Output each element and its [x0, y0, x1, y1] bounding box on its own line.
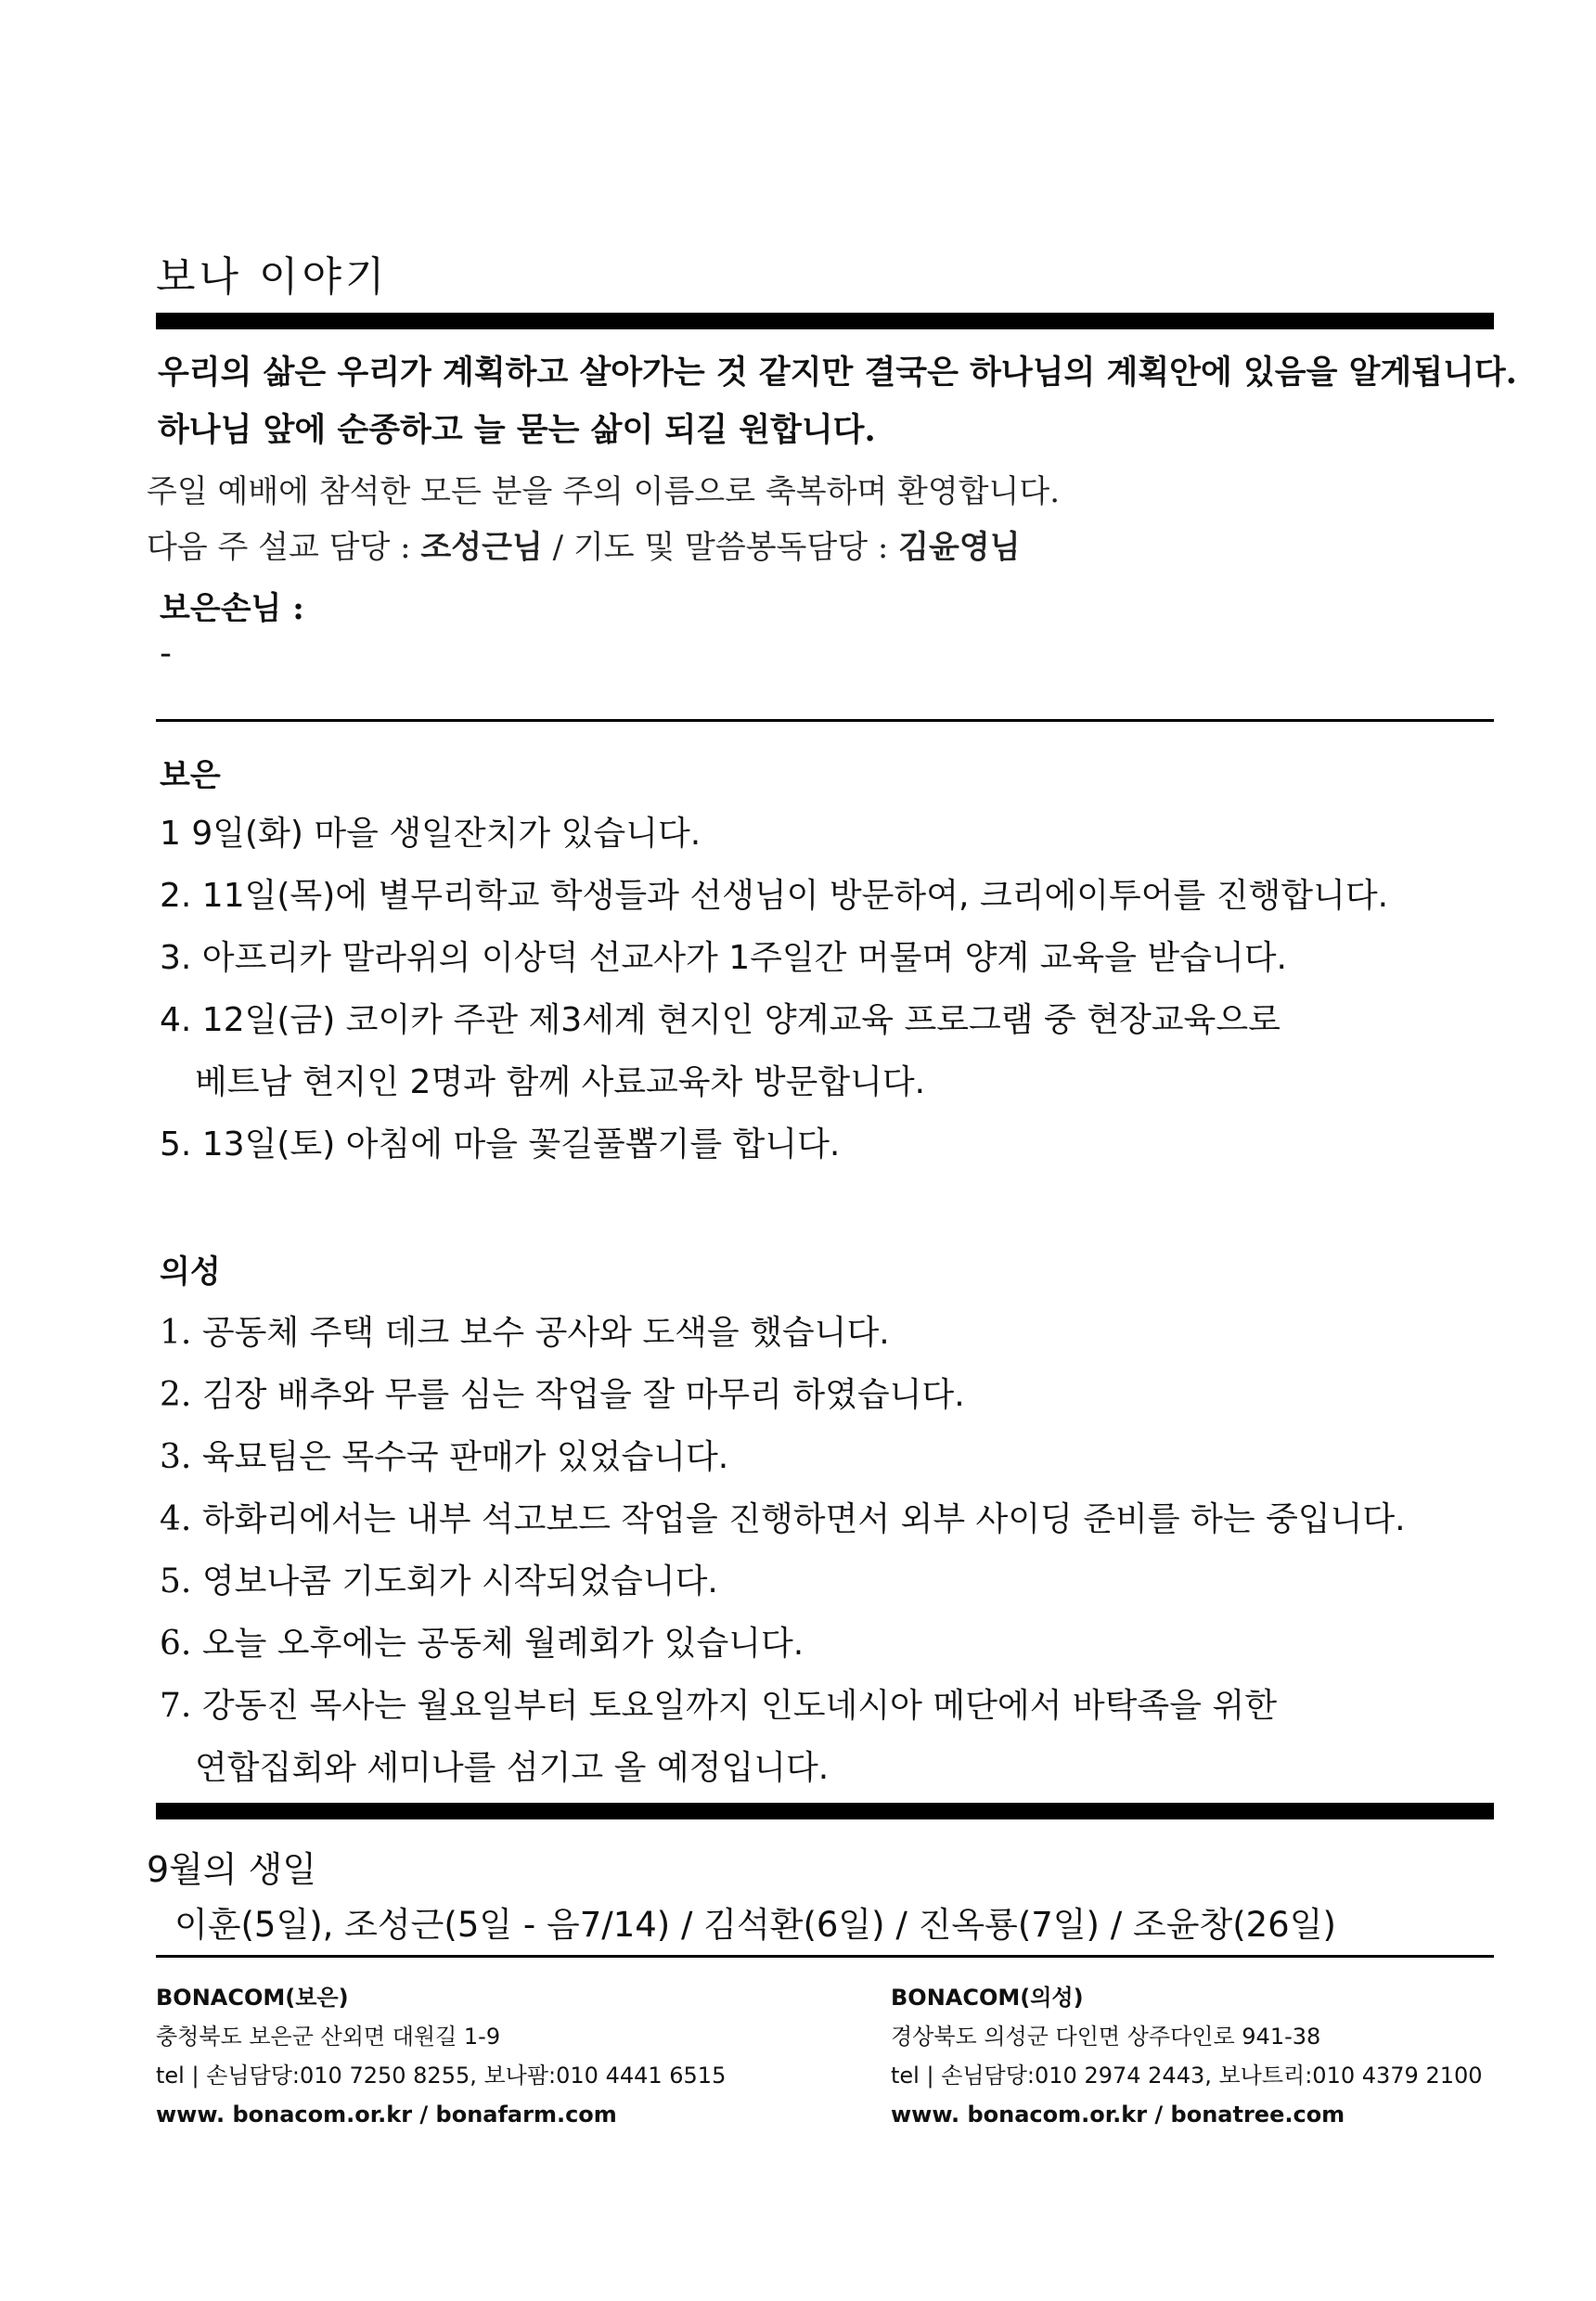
prayer-name: 김윤영님 [898, 529, 1021, 566]
intro-line-2: 하나님 앞에 순종하고 늘 묻는 삶이 되길 원합니다. [158, 411, 876, 449]
section-divider [156, 719, 1494, 722]
footer-uiseong-web[interactable]: www. bonacom.or.kr / bonatree.com [891, 2102, 1345, 2127]
list-number: 7. [160, 1687, 192, 1725]
uiseong-item-7-continuation: 연합집회와 세미나를 섬기고 올 예정입니다. [195, 1749, 830, 1787]
boeun-item-2: 2. 11일(목)에 별무리학교 학생들과 선생님이 방문하여, 크리에이투어를 진행합니다. [160, 877, 1389, 915]
uiseong-item-4 [160, 1493, 1406, 1540]
footer-boeun-web[interactable]: www. bonacom.or.kr / bonafarm.com [156, 2102, 617, 2127]
footer-uiseong-name: BONACOM(의성) [891, 1985, 1084, 2011]
uiseong-item-5 [160, 1555, 718, 1602]
page-title: 보나 이야기 [156, 253, 389, 301]
guests-label: 보은손님 : [160, 590, 304, 627]
uiseong-item-1 [160, 1306, 890, 1354]
list-text: 김장 배추와 무를 심는 작업을 잘 마무리 하였습니다. [201, 1376, 965, 1414]
list-text: 하화리에서는 내부 석고보드 작업을 진행하면서 외부 사이딩 준비를 하는 중입니다. [201, 1500, 1406, 1538]
list-number: 5. [160, 1562, 192, 1600]
uiseong-item-7 [160, 1679, 1277, 1727]
footer-divider [156, 1955, 1494, 1958]
boeun-item-4-continuation: 베트남 현지인 2명과 함께 사료교육차 방문합니다. [195, 1063, 926, 1101]
boeun-item-4: 4. 12일(금) 코이카 주관 제3세계 현지인 양계교육 프로그램 중 현장교육으로 [160, 1001, 1281, 1039]
list-number: 1. [160, 1314, 192, 1352]
sermon-name: 조성근님 [420, 529, 543, 566]
footer-uiseong [891, 1978, 1483, 2134]
uiseong-item-6 [160, 1617, 804, 1665]
footer-boeun [156, 1978, 726, 2134]
welcome-text: 주일 예배에 참석한 모든 분을 주의 이름으로 축복하며 환영합니다. [147, 473, 1061, 510]
footer-uiseong-tel: tel | 손님담당:010 2974 2443, 보나트리:010 4379 2100 [891, 2063, 1483, 2089]
guests-value: - [160, 635, 172, 673]
list-text: 공동체 주택 데크 보수 공사와 도색을 했습니다. [201, 1314, 890, 1352]
footer-uiseong-address: 경상북도 의성군 다인면 상주다인로 941-38 [891, 2024, 1321, 2050]
sermon-label: 다음 주 설교 담당 : [147, 529, 411, 566]
list-text: 강동진 목사는 월요일부터 토요일까지 인도네시아 메단에서 바탁족을 위한 [201, 1687, 1277, 1725]
list-number: 2. [160, 1376, 192, 1414]
prayer-label: / 기도 및 말씀봉독담당 : [552, 529, 889, 566]
uiseong-item-3 [160, 1431, 728, 1478]
birthday-divider [156, 1803, 1494, 1819]
boeun-item-1: 1 9일(화) 마을 생일잔치가 있습니다. [160, 815, 701, 853]
uiseong-title: 의성 [160, 1253, 221, 1291]
footer-boeun-tel: tel | 손님담당:010 7250 8255, 보나팜:010 4441 6515 [156, 2063, 727, 2089]
title-divider [156, 313, 1494, 329]
next-week-line [147, 521, 1021, 567]
list-number: 4. [160, 1500, 192, 1538]
birthdays-title: 9월의 생일 [147, 1849, 317, 1890]
birthdays-list: 이훈(5일), 조성근(5일 - 음7/14) / 김석환(6일) / 진옥룡(7일) / 조윤창(26일) [174, 1905, 1336, 1945]
intro-line-1: 우리의 삶은 우리가 계획하고 살아가는 것 같지만 결국은 하나님의 계획안에 있음을 알게됩니다. [158, 354, 1517, 392]
boeun-item-5: 5. 13일(토) 아침에 마을 꽃길풀뽑기를 합니다. [160, 1125, 841, 1163]
list-text: 오늘 오후에는 공동체 월례회가 있습니다. [201, 1625, 804, 1663]
list-text: 육묘팀은 목수국 판매가 있었습니다. [201, 1438, 729, 1476]
list-number: 3. [160, 1438, 192, 1476]
uiseong-item-2 [160, 1369, 965, 1416]
list-number: 6. [160, 1625, 192, 1663]
boeun-title: 보은 [160, 757, 221, 794]
boeun-item-3: 3. 아프리카 말라위의 이상덕 선교사가 1주일간 머물며 양계 교육을 받습니다. [160, 939, 1287, 977]
list-text: 영보나콤 기도회가 시작되었습니다. [201, 1562, 718, 1600]
footer-boeun-address: 충청북도 보은군 산외면 대원길 1-9 [156, 2024, 501, 2050]
footer-boeun-name: BONACOM(보은) [156, 1985, 349, 2011]
